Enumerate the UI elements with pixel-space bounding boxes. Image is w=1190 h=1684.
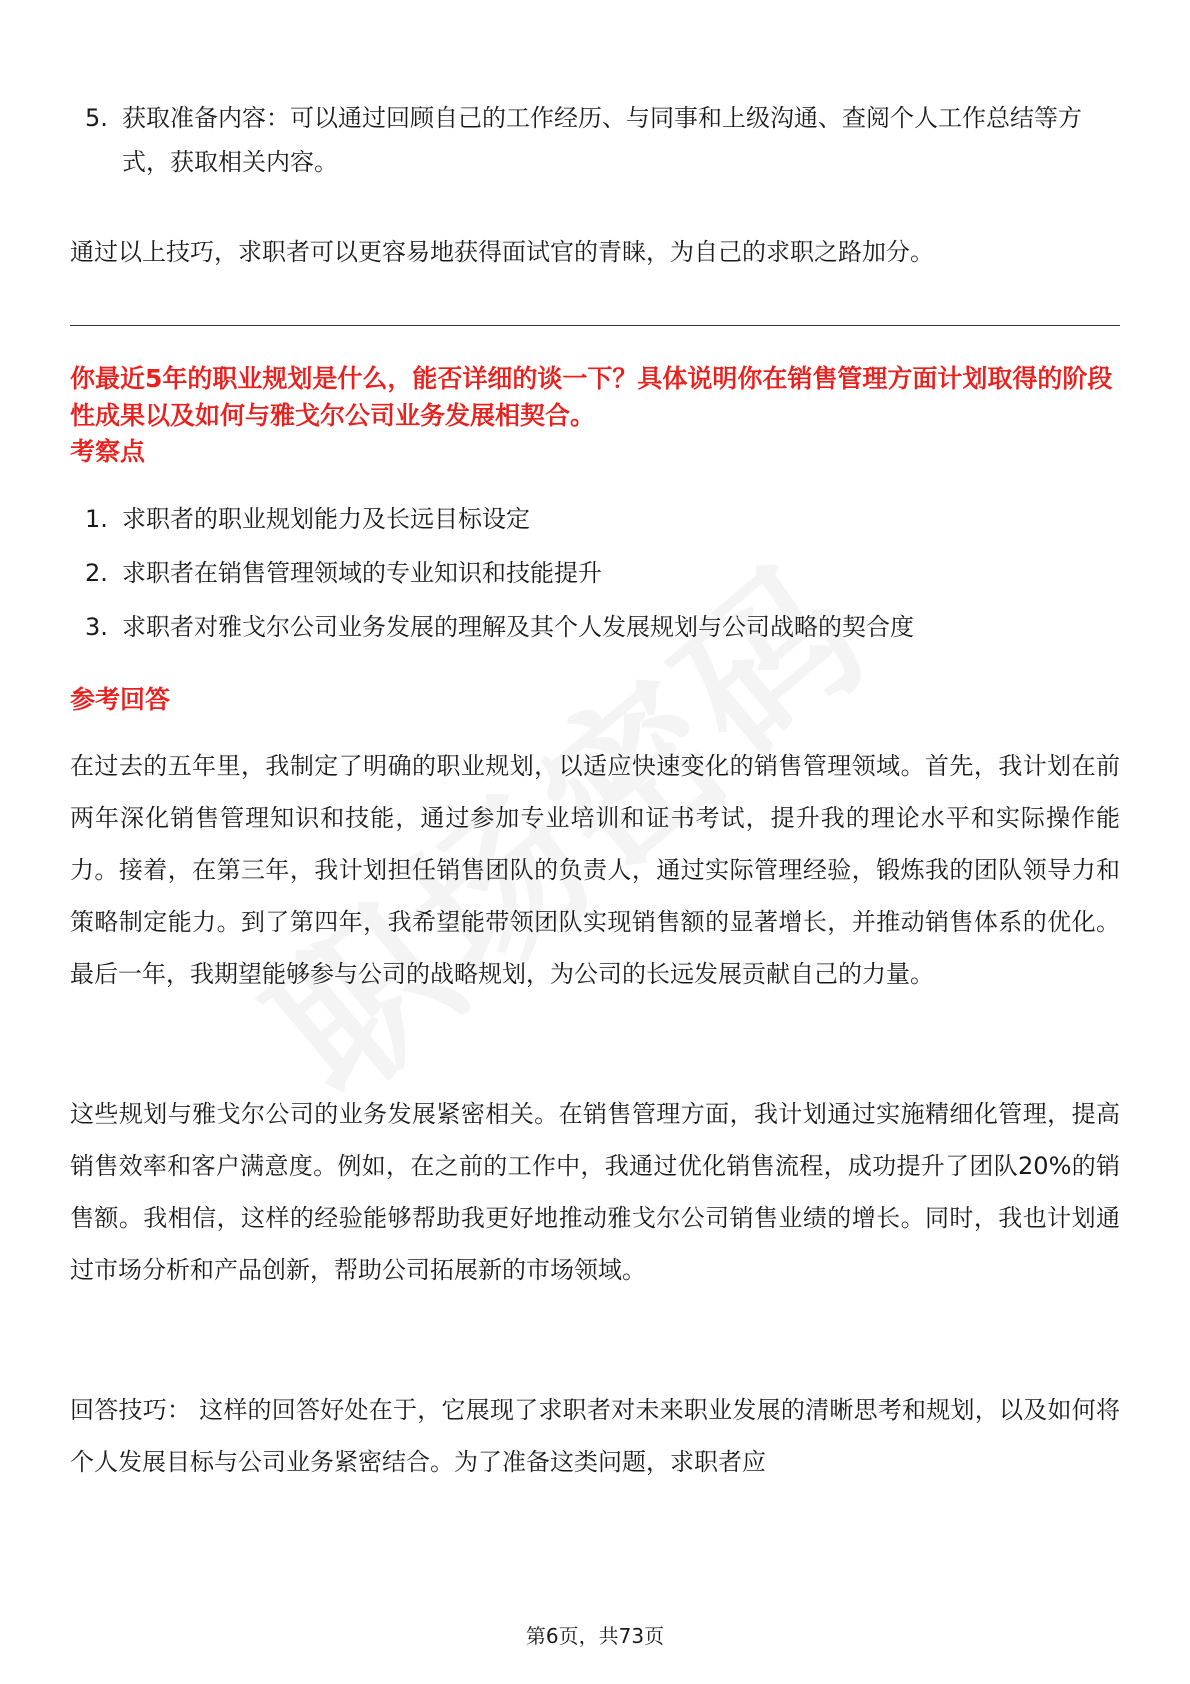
answer-paragraph: 在过去的五年里，我制定了明确的职业规划，以适应快速变化的销售管理领域。首先，我计划在前两年深化销售管理知识和技能，通过参加专业培训和证书考试，提升我的理论水平和实际操作能力。接着，在第三年，我计划担任销售团队的负责人，通过实际管理经验，锻炼我的团队领导力和策略制定能力。到了第四年，我希望能带领团队实现销售额的显著增长，并推动销售体系的优化。最后一年，我期望能够参与公司的战略规划，为公司的长远发展贡献自己的力量。 xyxy=(70,752,1120,988)
summary-paragraph: 通过以上技巧，求职者可以更容易地获得面试官的青睐，为自己的求职之路加分。 xyxy=(70,238,934,266)
answer-paragraph: 这些规划与雅戈尔公司的业务发展紧密相关。在销售管理方面，我计划通过实施精细化管理，提高销售效率和客户满意度。例如，在之前的工作中，我通过优化销售流程，成功提升了团队20%的销售额。我相信，这样的经验能够帮助我更好地推动雅戈尔公司销售业绩的增长。同时，我也计划通过市场分析和产品创新，帮助公司拓展新的市场领域。 xyxy=(70,1100,1120,1284)
list-number: 2. xyxy=(85,559,108,587)
focus-heading: 考察点 xyxy=(70,437,146,466)
answer-heading: 参考回答 xyxy=(70,685,171,714)
list-number: 1. xyxy=(85,505,108,533)
list-text: 获取准备内容：可以通过回顾自己的工作经历、与同事和上级沟通、查阅个人工作总结等方式，获取相关内容。 xyxy=(122,104,1082,176)
section-divider xyxy=(70,325,1120,326)
list-text: 求职者的职业规划能力及长远目标设定 xyxy=(122,505,530,533)
list-text: 求职者对雅戈尔公司业务发展的理解及其个人发展规划与公司战略的契合度 xyxy=(122,613,914,641)
list-item xyxy=(70,504,530,534)
list-number: 3. xyxy=(85,613,108,641)
tips-paragraph: 回答技巧： 这样的回答好处在于，它展现了求职者对未来职业发展的清晰思考和规划，以及如何将个人发展目标与公司业务紧密结合。为了准备这类问题，求职者应 xyxy=(70,1396,1120,1476)
list-item xyxy=(70,96,1120,184)
list-number: 5. xyxy=(85,104,108,132)
page-footer: 第6页，共73页 xyxy=(525,1624,665,1648)
list-text: 求职者在销售管理领域的专业知识和技能提升 xyxy=(122,559,602,587)
list-item xyxy=(70,612,914,642)
list-item xyxy=(70,558,602,588)
interview-question: 你最近5年的职业规划是什么，能否详细的谈一下？具体说明你在销售管理方面计划取得的阶段性成果以及如何与雅戈尔公司业务发展相契合。 xyxy=(70,364,1113,430)
